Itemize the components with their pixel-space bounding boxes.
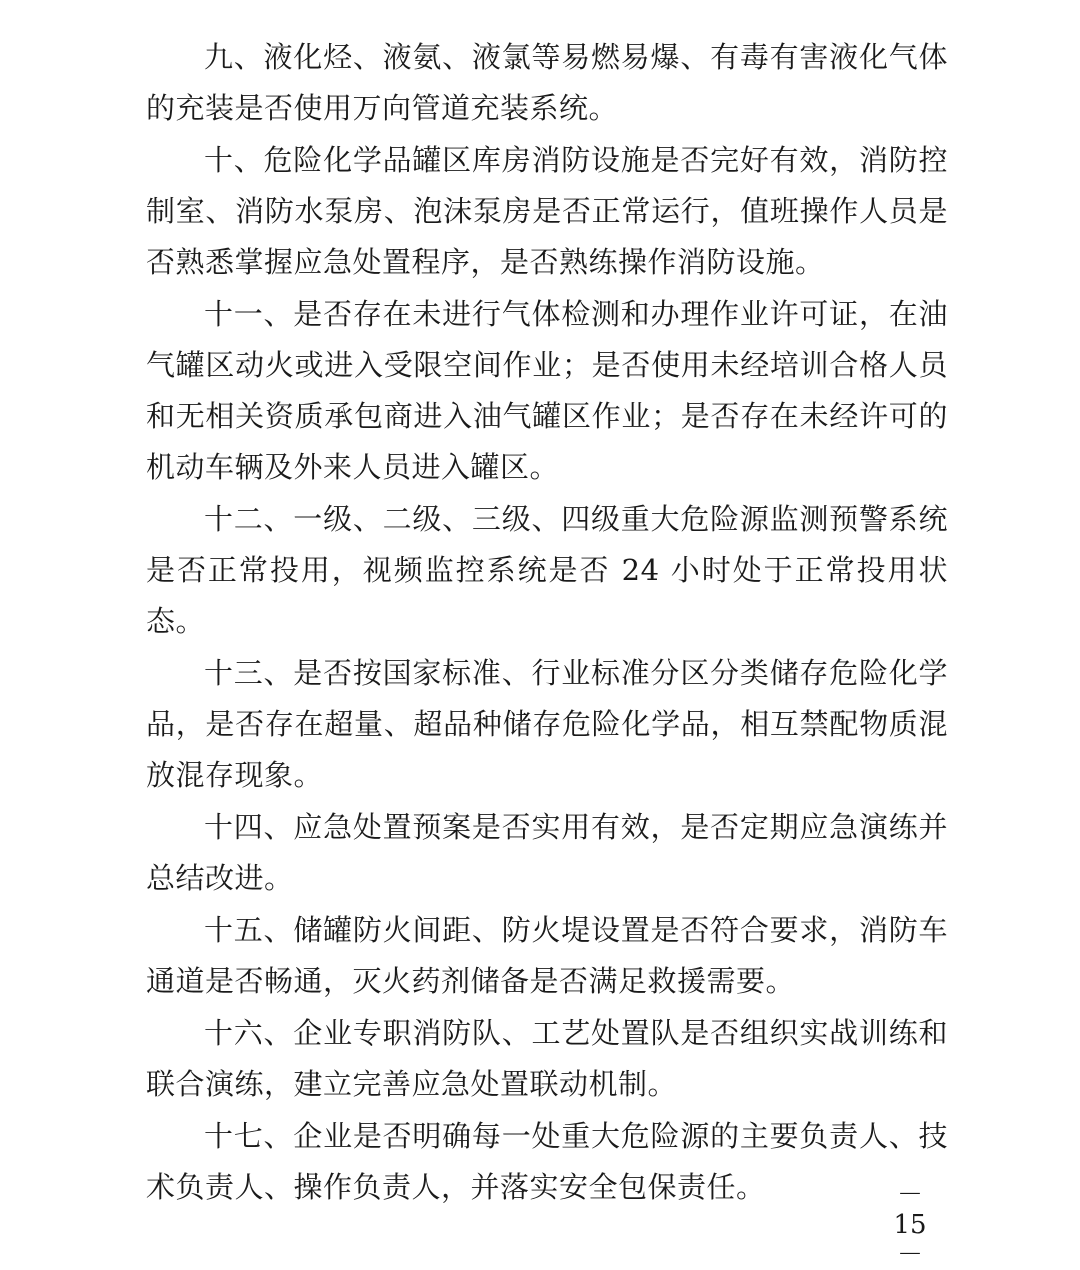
paragraph-item-13: 十三、是否按国家标准、行业标准分区分类储存危险化学品，是否存在超量、超品种储存危险化学品，相互禁配物质混放混存现象。: [146, 656, 948, 792]
paragraph-item-11: 十一、是否存在未进行气体检测和办理作业许可证，在油气罐区动火或进入受限空间作业；是否使用未经培训合格人员和无相关资质承包商进入油气罐区作业；是否存在未经许可的机动车辆及外来人员进入罐区。: [146, 297, 948, 484]
page-number: － 15 －: [893, 1180, 927, 1270]
paragraph-item-14: 十四、应急处置预案是否实用有效，是否定期应急演练并总结改进。: [146, 810, 948, 895]
paragraph-item-16: 十六、企业专职消防队、工艺处置队是否组织实战训练和联合演练，建立完善应急处置联动机制。: [146, 1016, 948, 1101]
paragraph-item-10: 十、危险化学品罐区库房消防设施是否完好有效，消防控制室、消防水泵房、泡沫泵房是否正常运行，值班操作人员是否熟悉掌握应急处置程序，是否熟练操作消防设施。: [146, 143, 948, 279]
paragraph-item-9: 九、液化烃、液氨、液氯等易燃易爆、有毒有害液化气体的充装是否使用万向管道充装系统。: [146, 40, 948, 125]
paragraph-item-12: 十二、一级、二级、三级、四级重大危险源监测预警系统是否正常投用，视频监控系统是否 24 小时处于正常投用状态。: [146, 502, 948, 638]
paragraph-item-15: 十五、储罐防火间距、防火堤设置是否符合要求，消防车通道是否畅通，灭火药剂储备是否满足救援需要。: [146, 913, 948, 998]
paragraph-item-17: 十七、企业是否明确每一处重大危险源的主要负责人、技术负责人、操作负责人，并落实安全包保责任。: [146, 1119, 948, 1204]
document-body: [146, 32, 948, 1214]
